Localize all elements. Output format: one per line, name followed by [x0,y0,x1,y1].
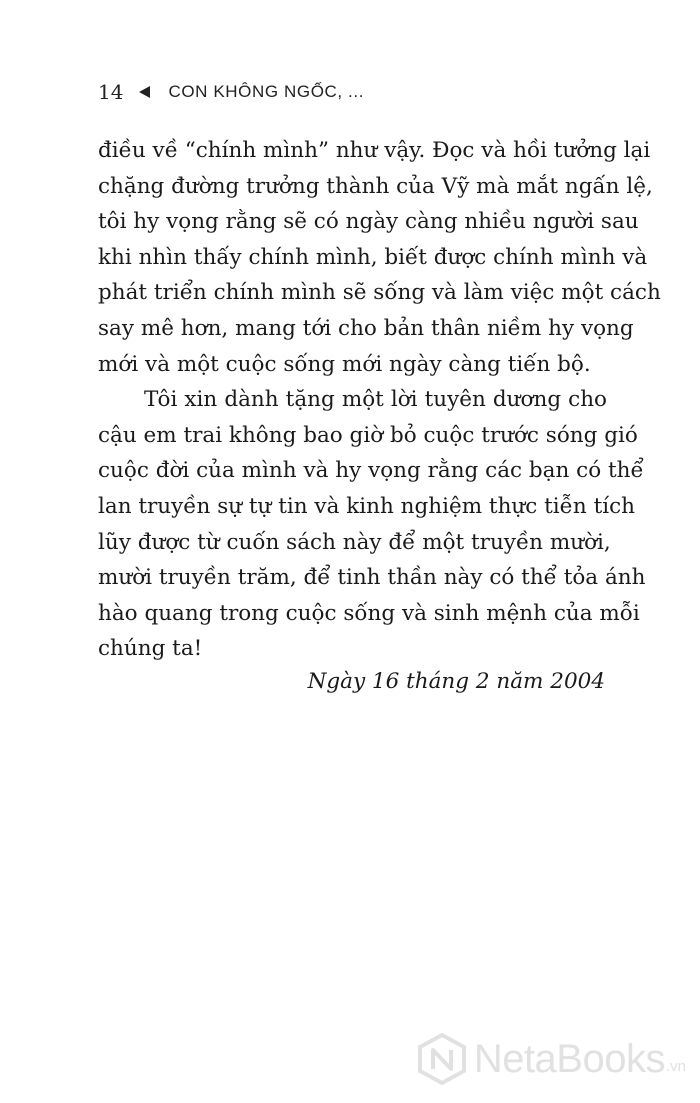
text-line: hào quang trong cuộc sống và sinh mệnh của mỗi [98,600,640,626]
watermark-suffix: .vn [665,1057,686,1075]
text-line: khi nhìn thấy chính mình, biết được chính mình và [98,244,648,270]
paragraph-2 [98,382,646,667]
text-line: cuộc đời của mình và hy vọng rằng các bạn có thể [98,458,644,484]
book-title: CON KHÔNG NGỐC, ... [168,82,365,101]
text-line: Tôi xin dành tặng một lời tuyên dương cho [144,387,607,413]
text-line: chặng đường trưởng thành của Vỹ mà mắt ngấn lệ, [98,173,653,199]
text-line: mới và một cuộc sống mới ngày càng tiến bộ. [98,351,591,377]
text-line: lan truyền sự tự tin và kinh nghiệm thực tiễn tích [98,493,635,519]
text-line: tôi hy vọng rằng sẽ có ngày càng nhiều người sau [98,209,639,235]
text-line: say mê hơn, mang tới cho bản thân niềm hy vọng [98,315,634,341]
running-head [98,80,364,104]
watermark [416,1033,686,1085]
left-triangle-icon [139,86,150,98]
text-line: điều về “chính mình” như vậy. Đọc và hồi tưởng lại [98,138,651,163]
netabooks-logo-icon [416,1033,468,1085]
paragraph-1 [98,133,661,382]
body-text [98,133,661,667]
watermark-text: NetaBooks [473,1036,665,1081]
signature-date: Ngày 16 tháng 2 năm 2004 [307,669,605,694]
page-number: 14 [98,80,124,104]
text-line: lũy được từ cuốn sách này để một truyền mười, [98,529,611,555]
text-line: mười truyền trăm, để tinh thần này có thể tỏa ánh [98,565,646,591]
text-line: cậu em trai không bao giờ bỏ cuộc trước sóng gió [98,422,638,448]
text-line: chúng ta! [98,636,203,662]
text-line: phát triển chính mình sẽ sống và làm việc một cách [98,280,661,306]
